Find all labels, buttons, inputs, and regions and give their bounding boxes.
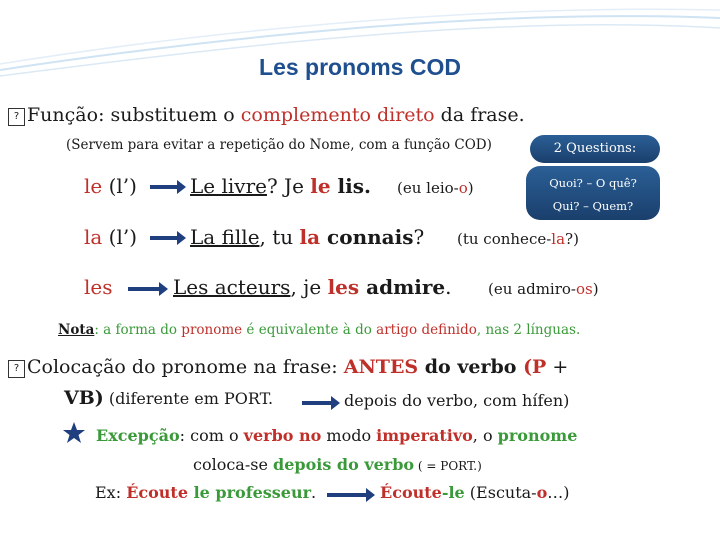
nota-c: é equivalente à do — [242, 322, 377, 338]
excepcao-line — [96, 426, 577, 445]
row-la-example — [190, 225, 424, 249]
excepcao-verbo: verbo no — [243, 426, 322, 445]
result-o: o — [536, 483, 548, 502]
questions-header: 2 Questions: — [553, 141, 637, 156]
colocacao-plus: + — [546, 356, 569, 378]
page-title: Les pronoms COD — [259, 54, 461, 80]
questions-box — [526, 166, 660, 220]
excepcao-b: : com o — [179, 426, 244, 445]
excepcao-example — [95, 483, 316, 502]
excepcao-pronome: pronome — [497, 426, 578, 445]
row-la-pronoun — [84, 225, 137, 249]
elision-la: (l’) — [102, 225, 138, 249]
example-la-text: , tu — [259, 225, 300, 249]
row-les-pronoun — [84, 275, 113, 299]
example-dot: . — [311, 483, 317, 502]
example-la-pronoun: la — [299, 225, 321, 249]
example-le-text: ? Je — [266, 174, 311, 198]
result-le: -le — [441, 483, 465, 502]
example-le-noun: Le livre — [190, 174, 267, 198]
funcao-label: Função: substituem o — [27, 104, 241, 126]
nota-label: Nota — [58, 322, 95, 338]
arrow-icon — [327, 493, 367, 497]
row-la-translation — [457, 230, 579, 248]
nota-pronome: pronome — [181, 322, 243, 338]
example-la-noun: La fille — [190, 225, 260, 249]
trans-les-c: ) — [592, 280, 599, 298]
excepcao-h: coloca-se — [193, 455, 274, 474]
nota-line — [58, 322, 580, 338]
trans-le-a: (eu leio- — [397, 179, 459, 197]
example-le-pronoun: le — [310, 174, 331, 198]
excepcao-d: modo — [321, 426, 377, 445]
colocacao-a: Colocação do pronome na frase: — [27, 356, 344, 378]
result-escuta: (Escuta- — [464, 483, 537, 502]
trans-les-pronoun: os — [576, 280, 593, 298]
row-le-pronoun — [84, 174, 137, 198]
pronoun-les: les — [84, 275, 113, 299]
bullet-icon: ? — [8, 108, 25, 126]
example-professeur: le professeur — [188, 483, 312, 502]
servem-note: (Servem para evitar a repetição do Nome, com a função COD) — [66, 137, 492, 153]
excepcao-port: ( = PORT.) — [414, 459, 482, 473]
result-end: …) — [547, 483, 570, 502]
example-ecoute: Écoute — [126, 483, 188, 502]
colocacao-vb: VB) — [64, 387, 104, 409]
example-les-noun: Les acteurs — [173, 275, 291, 299]
pronoun-le: le — [84, 174, 103, 198]
row-le-example — [190, 174, 371, 198]
example-les-verb: admire — [359, 275, 446, 299]
example-la-punct: ? — [413, 225, 425, 249]
arrow-icon — [150, 236, 178, 240]
funcao-highlight: complemento direto — [240, 104, 435, 126]
funcao-rest: da frase. — [434, 104, 525, 126]
question-qui: Qui? – Quem? — [552, 199, 634, 213]
example-label: Ex: — [95, 483, 127, 502]
example-les-text: , je — [290, 275, 328, 299]
example-les-punct: . — [445, 275, 452, 299]
result-ecoute: Écoute — [380, 483, 442, 502]
excepcao-imperativo: imperativo — [376, 426, 473, 445]
nota-e: , nas 2 línguas. — [476, 322, 581, 338]
trans-le-pronoun: o — [458, 179, 468, 197]
questions-header-pill — [530, 135, 660, 163]
row-le-translation — [397, 179, 474, 197]
excepcao-f: , o — [472, 426, 498, 445]
example-la-verb: connais — [320, 225, 414, 249]
star-icon — [62, 421, 86, 445]
trans-la-pronoun: la — [551, 230, 566, 248]
excepcao-result — [380, 483, 570, 502]
row-les-example — [173, 275, 451, 299]
elision-le: (l’) — [102, 174, 137, 198]
colocacao-antes: ANTES — [343, 356, 419, 378]
funcao-line — [8, 104, 525, 126]
nota-artigo: artigo definido — [376, 322, 477, 338]
nota-a: : a forma do — [94, 322, 182, 338]
colocacao-p: (P — [523, 356, 547, 378]
colocacao-depois: depois do verbo, com hífen) — [344, 391, 570, 410]
arrow-icon — [128, 287, 160, 291]
colocacao-diferente: (diferente em PORT. — [103, 389, 274, 408]
trans-la-c: ?) — [565, 230, 579, 248]
trans-les-a: (eu admiro- — [488, 280, 576, 298]
excepcao-line-2 — [193, 455, 482, 474]
colocacao-line — [8, 356, 568, 378]
question-quoi: Quoi? – O quê? — [549, 176, 637, 190]
example-le-verb: lis. — [330, 174, 371, 198]
excepcao-label: Excepção — [96, 426, 180, 445]
colocacao-c: do verbo — [418, 356, 524, 378]
bullet-icon: ? — [8, 360, 25, 378]
row-les-translation — [488, 280, 599, 298]
arrow-icon — [150, 185, 178, 189]
trans-la-a: (tu conhece- — [457, 230, 552, 248]
excepcao-depois: depois do verbo — [273, 455, 415, 474]
colocacao-line-2 — [64, 387, 273, 409]
example-les-pronoun: les — [327, 275, 360, 299]
arrow-icon — [302, 401, 332, 405]
trans-le-c: ) — [467, 179, 474, 197]
pronoun-la: la — [84, 225, 103, 249]
